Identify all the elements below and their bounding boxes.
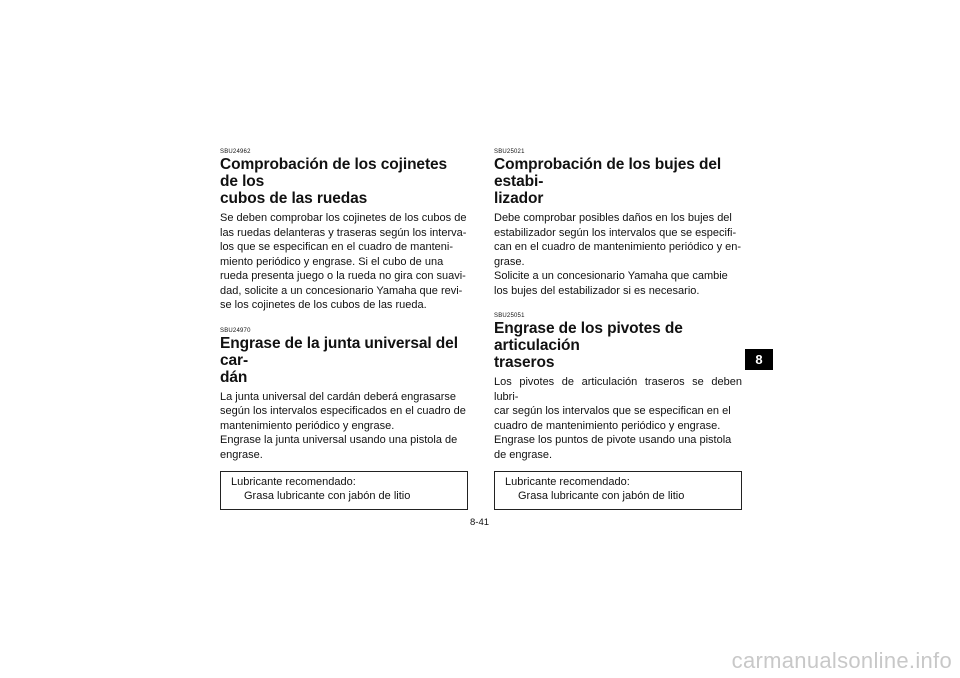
recommended-lubricant-box — [220, 471, 468, 510]
lubricant-label: Lubricante recomendado: — [505, 476, 630, 488]
section-code: SBU24970 — [220, 327, 251, 334]
lubricant-label: Lubricante recomendado: — [231, 476, 356, 488]
section-code: SBU25051 — [494, 313, 525, 319]
lubricant-value: Grasa lubricante con jabón de litio — [244, 490, 411, 502]
section-title: Comprobación de los bujes del estabi- lizador — [494, 156, 722, 207]
left-column — [220, 149, 468, 510]
recommended-lubricant-box — [494, 471, 742, 510]
section-title: Engrase de la junta universal del car- dán — [220, 334, 458, 386]
section-code: SBU24962 — [220, 149, 251, 155]
section-code: SBU25021 — [494, 149, 525, 155]
watermark: carmanualsonline.info — [731, 648, 952, 673]
section-rear-pivots — [494, 313, 742, 510]
section-stabilizer-bushings — [494, 149, 742, 298]
section-title: Comprobación de los cojinetes de los cubos de las ruedas — [220, 156, 448, 207]
section-body: Debe comprobar posibles daños en los bujes del estabilizador según los intervalos que se especifi- can en el cuadro de mantenimiento periódico y en- grase. Solicite a un concesionario Yamaha que cambie los bujes del estabilizador si es necesario. — [494, 212, 742, 297]
section-universal-joint — [220, 328, 468, 511]
page-number: 8-41 — [470, 517, 490, 528]
section-body: Se deben comprobar los cojinetes de los cubos de las ruedas delanteras y traseras según los interva- los que se especifican en el cuadro de manteni- miento periódico y engrase. Si el cubo de una rueda presenta juego o la rueda no gira con suavi- dad, solicite a un concesionario Yamaha que revi- se los cojinetes de los cubos de las rueda. — [220, 212, 467, 311]
section-wheel-hub-bearings — [220, 149, 468, 313]
lubricant-value: Grasa lubricante con jabón de litio — [518, 490, 685, 502]
section-body: Los pivotes de articulación traseros se deben lubri- car según los intervalos que se especifican en el cuadro de mantenimiento periódico y engrase. Engrase los puntos de pivote usando una pistola de engrase. — [494, 376, 742, 461]
section-body: La junta universal del cardán deberá engrasarse según los intervalos especificados en el cuadro de mantenimiento periódico y engrase. Engrase la junta universal usando una pistola de engrase. — [220, 390, 466, 461]
right-column — [494, 149, 742, 510]
section-title: Engrase de los pivotes de articulación traseros — [494, 320, 683, 371]
chapter-tab: 8 — [745, 349, 773, 370]
